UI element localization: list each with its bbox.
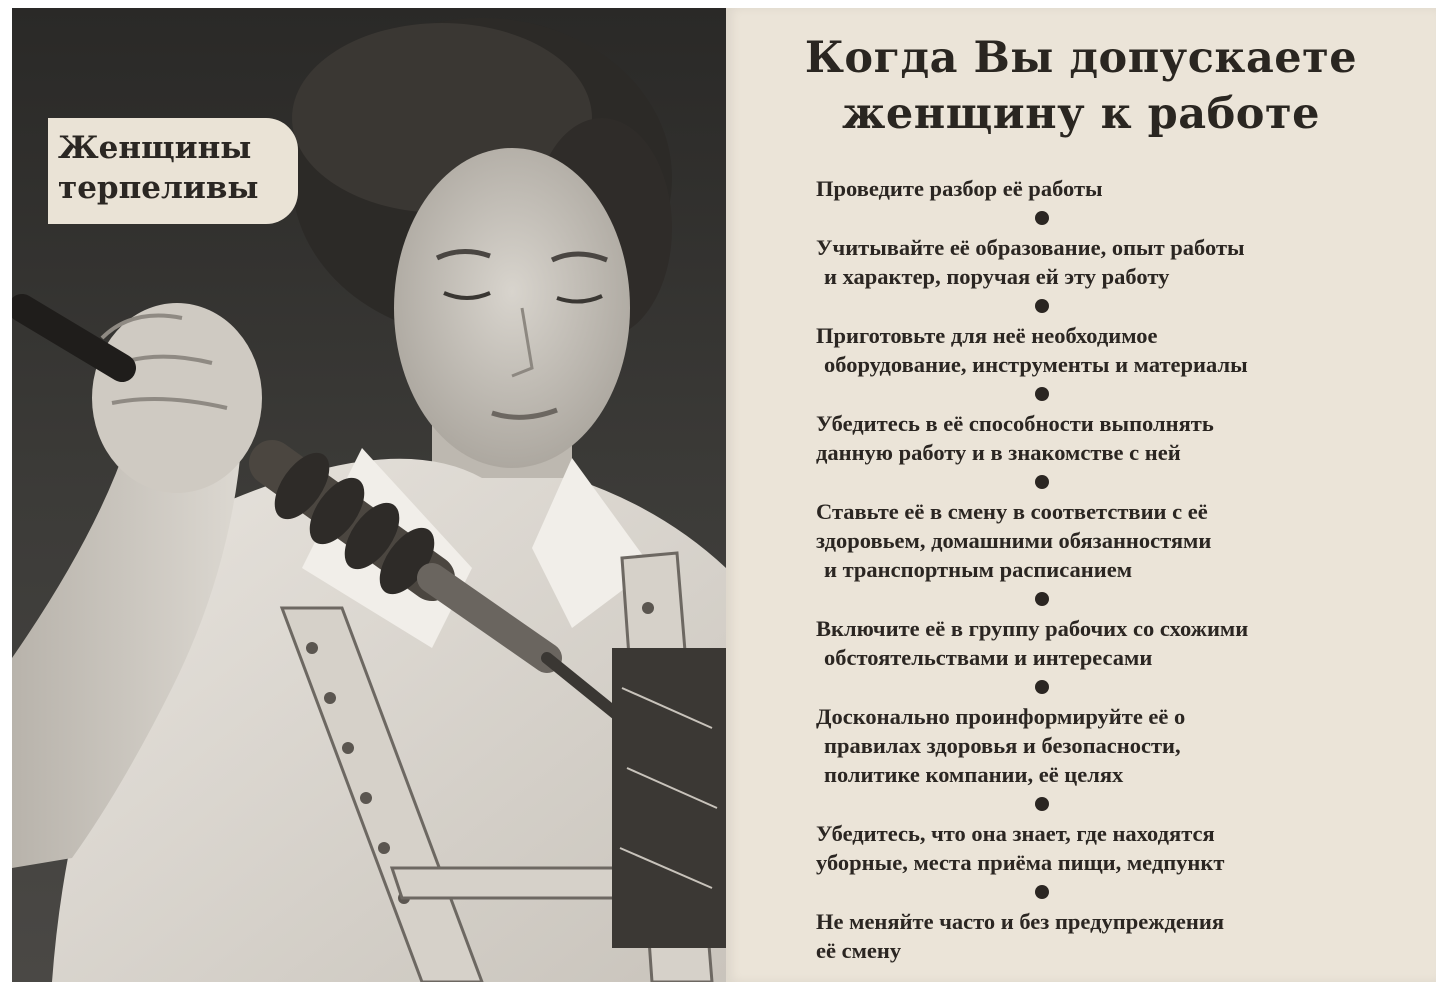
bullet-divider	[1035, 797, 1049, 811]
advice-item	[816, 702, 1416, 789]
badge-line-1: Женщины	[58, 130, 252, 166]
advice-item	[816, 907, 1416, 965]
advice-list	[816, 174, 1416, 965]
photo-caption-badge	[48, 118, 298, 224]
bullet-divider	[1035, 885, 1049, 899]
bullet-divider	[1035, 211, 1049, 225]
advice-line: Ставьте её в смену в соответствии с её	[816, 499, 1208, 524]
bullet-divider	[1035, 387, 1049, 401]
bullet-divider	[1035, 475, 1049, 489]
bullet-divider	[1035, 299, 1049, 313]
advice-line: и транспортным расписанием	[824, 557, 1133, 582]
advice-line: политике компании, её целях	[824, 762, 1124, 787]
badge-line-2: терпеливы	[58, 170, 259, 206]
advice-line: и характер, поручая ей эту работу	[824, 264, 1170, 289]
advice-line: Не меняйте часто и без предупреждения	[816, 909, 1224, 934]
bullet-divider	[1035, 592, 1049, 606]
bullet-divider	[1035, 680, 1049, 694]
title-line-2: женщину к работе	[842, 89, 1320, 139]
advice-item	[816, 614, 1416, 672]
advice-line: Учитывайте её образование, опыт работы	[816, 235, 1245, 260]
text-page	[726, 8, 1436, 982]
title-line-1: Когда Вы допускаете	[804, 33, 1358, 83]
photo-page	[12, 8, 726, 982]
advice-line: Приготовьте для неё необходимое	[816, 323, 1158, 348]
advice-line: правилах здоровья и безопасности,	[824, 733, 1181, 758]
advice-item	[816, 819, 1416, 877]
page-title	[726, 30, 1436, 142]
advice-item	[816, 321, 1416, 379]
advice-line: здоровьем, домашними обязанностями	[816, 528, 1212, 553]
advice-line: её смену	[816, 938, 902, 963]
advice-item	[816, 233, 1416, 291]
advice-line: Убедитесь, что она знает, где находятся	[816, 821, 1215, 846]
advice-line: Убедитесь в её способности выполнять	[816, 411, 1214, 436]
advice-line: оборудование, инструменты и материалы	[824, 352, 1248, 377]
advice-item	[816, 409, 1416, 467]
advice-line: уборные, места приёма пищи, медпункт	[816, 850, 1225, 875]
advice-item	[816, 497, 1416, 584]
advice-line: данную работу и в знакомстве с ней	[816, 440, 1181, 465]
advice-line: Проведите разбор её работы	[816, 176, 1103, 201]
advice-line: Включите её в группу рабочих со схожими	[816, 616, 1249, 641]
advice-item	[816, 174, 1416, 203]
advice-line: обстоятельствами и интересами	[824, 645, 1153, 670]
advice-line: Досконально проинформируйте её о	[816, 704, 1186, 729]
